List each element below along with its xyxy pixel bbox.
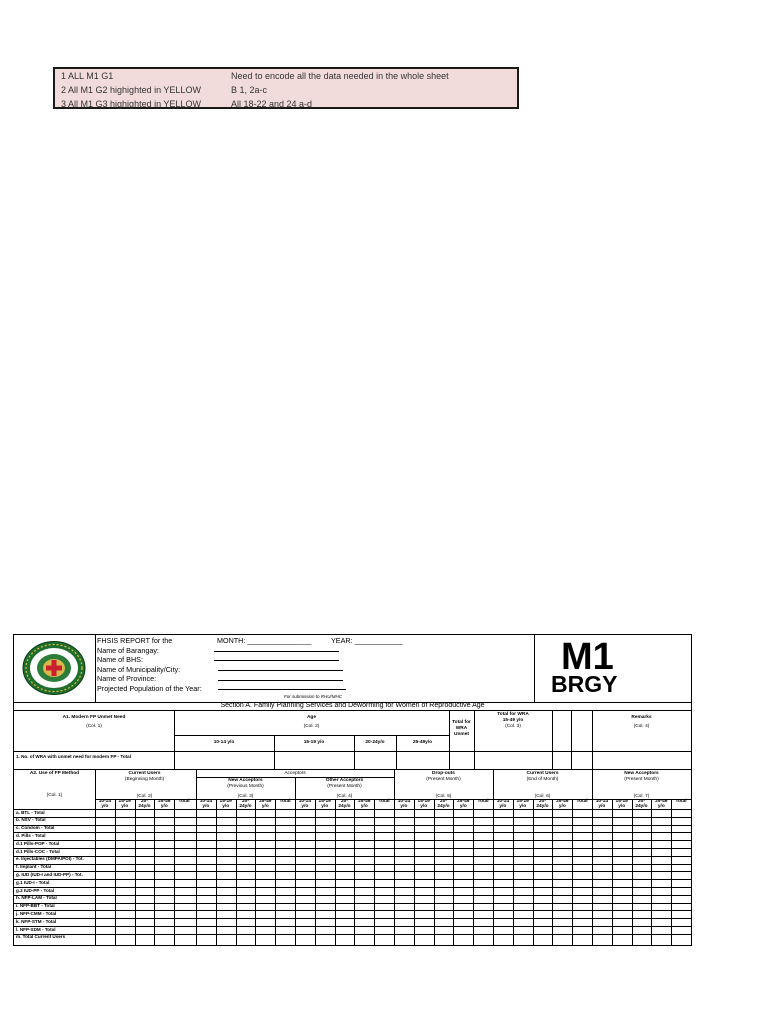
section-title: Section A. Family Planning Services and Deworming for Women of Reproductive Age xyxy=(14,702,691,711)
a2-subcol-header: 10-14 xyxy=(98,799,112,804)
a2-subcol-header: 25-49 xyxy=(457,799,470,804)
logo-cell xyxy=(14,635,96,702)
a2-subcol-header-unit: y/o xyxy=(558,804,566,809)
a2-group-col: (Col. 5) xyxy=(435,794,452,799)
a2-group-col: (Col. 3) xyxy=(237,794,254,799)
a1-total-wra-unmet-1: Total for xyxy=(452,720,471,725)
a2-subcol-header: 25-49 xyxy=(158,799,171,804)
barangay-label: Name of Barangay: xyxy=(97,645,159,655)
form-code: M1 xyxy=(561,636,614,678)
method-row-label: k. NFP-STM - Total xyxy=(16,918,57,924)
a2-subcol-header: 25-49 xyxy=(259,799,272,804)
a1-total-wra-age: 15-49 y/o xyxy=(502,718,524,723)
a2-subcol-header-unit: y/o xyxy=(360,804,368,809)
a1-total-wra-unmet-2: WRA xyxy=(455,726,468,731)
province-line xyxy=(218,680,343,681)
a1-col2: (Col. 2) xyxy=(303,724,320,729)
method-row-label: g.2 IUD-PP - Total xyxy=(16,887,55,893)
municipality-label: Name of Municipality/City: xyxy=(97,664,181,674)
a1-col3: (Col. 3) xyxy=(505,724,521,729)
population-line xyxy=(218,689,346,690)
method-row-label: g.1 IUD-I - Total xyxy=(16,879,50,885)
a2-subcol-header: Total xyxy=(576,799,588,804)
form-code-cell xyxy=(534,635,692,702)
method-row-label: d. Pills - Total xyxy=(16,832,46,838)
a2-subcol-header: 25-49 xyxy=(556,799,569,804)
a2-subcol-header: 20- xyxy=(341,799,348,804)
method-row-label: h. NFP-LAM - Total xyxy=(16,895,57,901)
a2-subcol-header: 25-49 xyxy=(655,799,668,804)
a1-age: Age xyxy=(306,715,317,720)
a2-group-col: (Col. 6) xyxy=(534,794,551,799)
barangay-line xyxy=(214,651,339,652)
a2-subcol-header-unit: 24y/o xyxy=(437,804,450,809)
a2-group-title: New Acceptors xyxy=(624,771,659,776)
a1-row-unmet-need: 1. No. of WRA with unmet need for modern FP - Total xyxy=(16,754,132,759)
age-group-15-19: 15-19 y/o xyxy=(303,740,325,745)
a2-subcol-header: 15-19 xyxy=(118,799,131,804)
a2-subcol-header: 10-14 xyxy=(496,799,510,804)
a2-group-subtitle: (End of Month) xyxy=(526,777,559,782)
a2-group-col: (Col. 7) xyxy=(633,794,650,799)
a2-group-subtitle: (Previous Month) xyxy=(227,784,264,789)
a2-subcol-header: Total xyxy=(178,799,190,804)
instruction-box: 1 ALL M1 G1 Need to encode all the data needed in the whole sheet 2 All M1 G2 highighted in YELLOW B 1, 2a-c 3 All M1 G3 highighted in YELLOW All 18-22 and 24 a-d xyxy=(53,67,519,109)
a2-subcol-header-unit: y/o xyxy=(121,804,129,809)
a2-subcol-header-unit: y/o xyxy=(261,804,269,809)
a2-group-title: Other Acceptors xyxy=(325,778,364,783)
a2-group-title: Current Users xyxy=(526,771,559,776)
a1-col4: (Col. 4) xyxy=(633,724,650,729)
province-label: Name of Province: xyxy=(97,674,157,684)
submission-note: For submission to RHU/MHC xyxy=(284,694,343,699)
a2-subcol-header: 10-14 xyxy=(298,799,312,804)
a2-subcol-header-unit: y/o xyxy=(202,804,210,809)
a2-subcol-header: 20- xyxy=(440,799,447,804)
a2-subcol-header-unit: 24y/o xyxy=(536,804,549,809)
method-row-label: l. NFP-SDM - Total xyxy=(16,926,56,932)
a2-subcol-header: 20- xyxy=(638,799,645,804)
method-row-label: i. NFP-BBT - Total xyxy=(16,903,55,909)
method-row-label: f. Implant - Total xyxy=(16,864,52,870)
a2-subcol-header: 10-14 xyxy=(397,799,411,804)
a2-subcol-header: 10-14 xyxy=(595,799,609,804)
age-group-25-49: 25-49y/o xyxy=(412,740,433,745)
a2-subcol-header: 15-19 xyxy=(516,799,529,804)
method-row-label: m. Total Current Users xyxy=(16,934,66,940)
method-row-label: d.1 Pills-COC - Total xyxy=(16,848,60,854)
a2-subcol-header-unit: y/o xyxy=(459,804,467,809)
bhs-line xyxy=(214,660,339,661)
a2-subcol-header-unit: y/o xyxy=(301,804,309,809)
year-label: YEAR: ____________ xyxy=(331,636,403,645)
method-row-label: g. IUD (IUD-I and IUD-PP) - Tot. xyxy=(16,871,83,877)
population-label: Projected Population of the Year: xyxy=(97,684,202,693)
a2-subcol-header-unit: 24y/o xyxy=(338,804,351,809)
a2-group-subtitle: (Present Month) xyxy=(624,777,659,782)
a2-group-subtitle: (Present Month) xyxy=(426,777,461,782)
form-header xyxy=(14,635,691,703)
a2-group-title: Drop-outs xyxy=(432,771,455,776)
a2-col1: (Col. 1) xyxy=(46,793,63,798)
a2-subcol-header-unit: y/o xyxy=(400,804,408,809)
a1-remarks: Remarks xyxy=(631,715,652,720)
age-group-20-24: 20-24y/o xyxy=(365,740,385,745)
method-row-label: j. NFP-CMM - Total xyxy=(16,910,57,916)
report-title: FHSIS REPORT for the xyxy=(97,636,173,645)
method-row-label: b. NSV - Total xyxy=(16,817,46,823)
a2-subcol-header: Total xyxy=(279,799,291,804)
a2-group-subtitle: (Present Month) xyxy=(327,784,362,789)
a2-subcol-header-unit: y/o xyxy=(222,804,230,809)
method-row-label: c. Condom - Total xyxy=(16,825,55,831)
a1-total-wra-unmet-3: Unmet xyxy=(454,732,469,737)
a1-col1: (Col. 1) xyxy=(86,724,102,729)
municipality-line xyxy=(218,670,343,671)
a2-subcol-header: Total xyxy=(477,799,489,804)
form-level: BRGY xyxy=(551,671,618,697)
fhsis-report-form xyxy=(13,634,692,946)
a2-subcol-header-unit: y/o xyxy=(657,804,665,809)
a2-subcol-header: 25-49 xyxy=(358,799,371,804)
a2-subcol-header-unit: y/o xyxy=(321,804,329,809)
a2-subcol-header-unit: y/o xyxy=(420,804,428,809)
a1-title: A1. Modern FP Unmet Need xyxy=(62,715,126,720)
a2-group-title: Current Users xyxy=(128,771,161,776)
a2-subcol-header-unit: y/o xyxy=(598,804,606,809)
method-row-label: d.1 Pills-POP - Total xyxy=(16,840,60,846)
a2-subcol-header-unit: 24y/o xyxy=(635,804,648,809)
a2-group-col: (Col. 2) xyxy=(136,794,153,799)
a2-title: A2. Use of FP Method xyxy=(29,771,80,776)
a2-subcol-header: 15-19 xyxy=(417,799,430,804)
a2-group-title: New Acceptors xyxy=(228,778,263,783)
age-group-10-14: 10-14 y/o xyxy=(213,740,235,745)
a2-subcol-header: Total xyxy=(378,799,390,804)
a2-subcol-header-unit: y/o xyxy=(618,804,626,809)
a1-total-wra: Total for WRA xyxy=(497,712,529,717)
method-row-label: e. Injectables (DMPA/POI) - Tot. xyxy=(16,856,84,862)
month-label: MONTH: ________________ xyxy=(217,636,312,645)
a2-group-col: (Col. 4) xyxy=(336,794,353,799)
a2-subcol-header-unit: y/o xyxy=(519,804,527,809)
a2-subcol-header-unit: y/o xyxy=(499,804,507,809)
bhs-label: Name of BHS: xyxy=(97,655,143,665)
a2-subcol-header: Total xyxy=(675,799,687,804)
doh-seal-icon xyxy=(21,640,87,696)
a2-subcol-header-unit: y/o xyxy=(160,804,168,809)
method-row-label: a. BTL - Total xyxy=(16,809,45,815)
a2-subcol-header-unit: 24y/o xyxy=(138,804,151,809)
a2-subcol-header: 10-14 xyxy=(199,799,213,804)
a2-subcol-header: 15-19 xyxy=(318,799,331,804)
a2-subcol-header-unit: 24y/o xyxy=(239,804,252,809)
a2-subcol-header: 15-19 xyxy=(615,799,628,804)
a2-subcol-header: 20- xyxy=(141,799,148,804)
acceptors-header: Acceptors xyxy=(284,771,306,776)
a2-subcol-header-unit: y/o xyxy=(101,804,109,809)
a2-group-subtitle: (Beginning Month) xyxy=(124,777,165,782)
a2-subcol-header: 20- xyxy=(242,799,249,804)
a2-subcol-header: 20- xyxy=(539,799,546,804)
a2-subcol-header: 15-19 xyxy=(219,799,232,804)
